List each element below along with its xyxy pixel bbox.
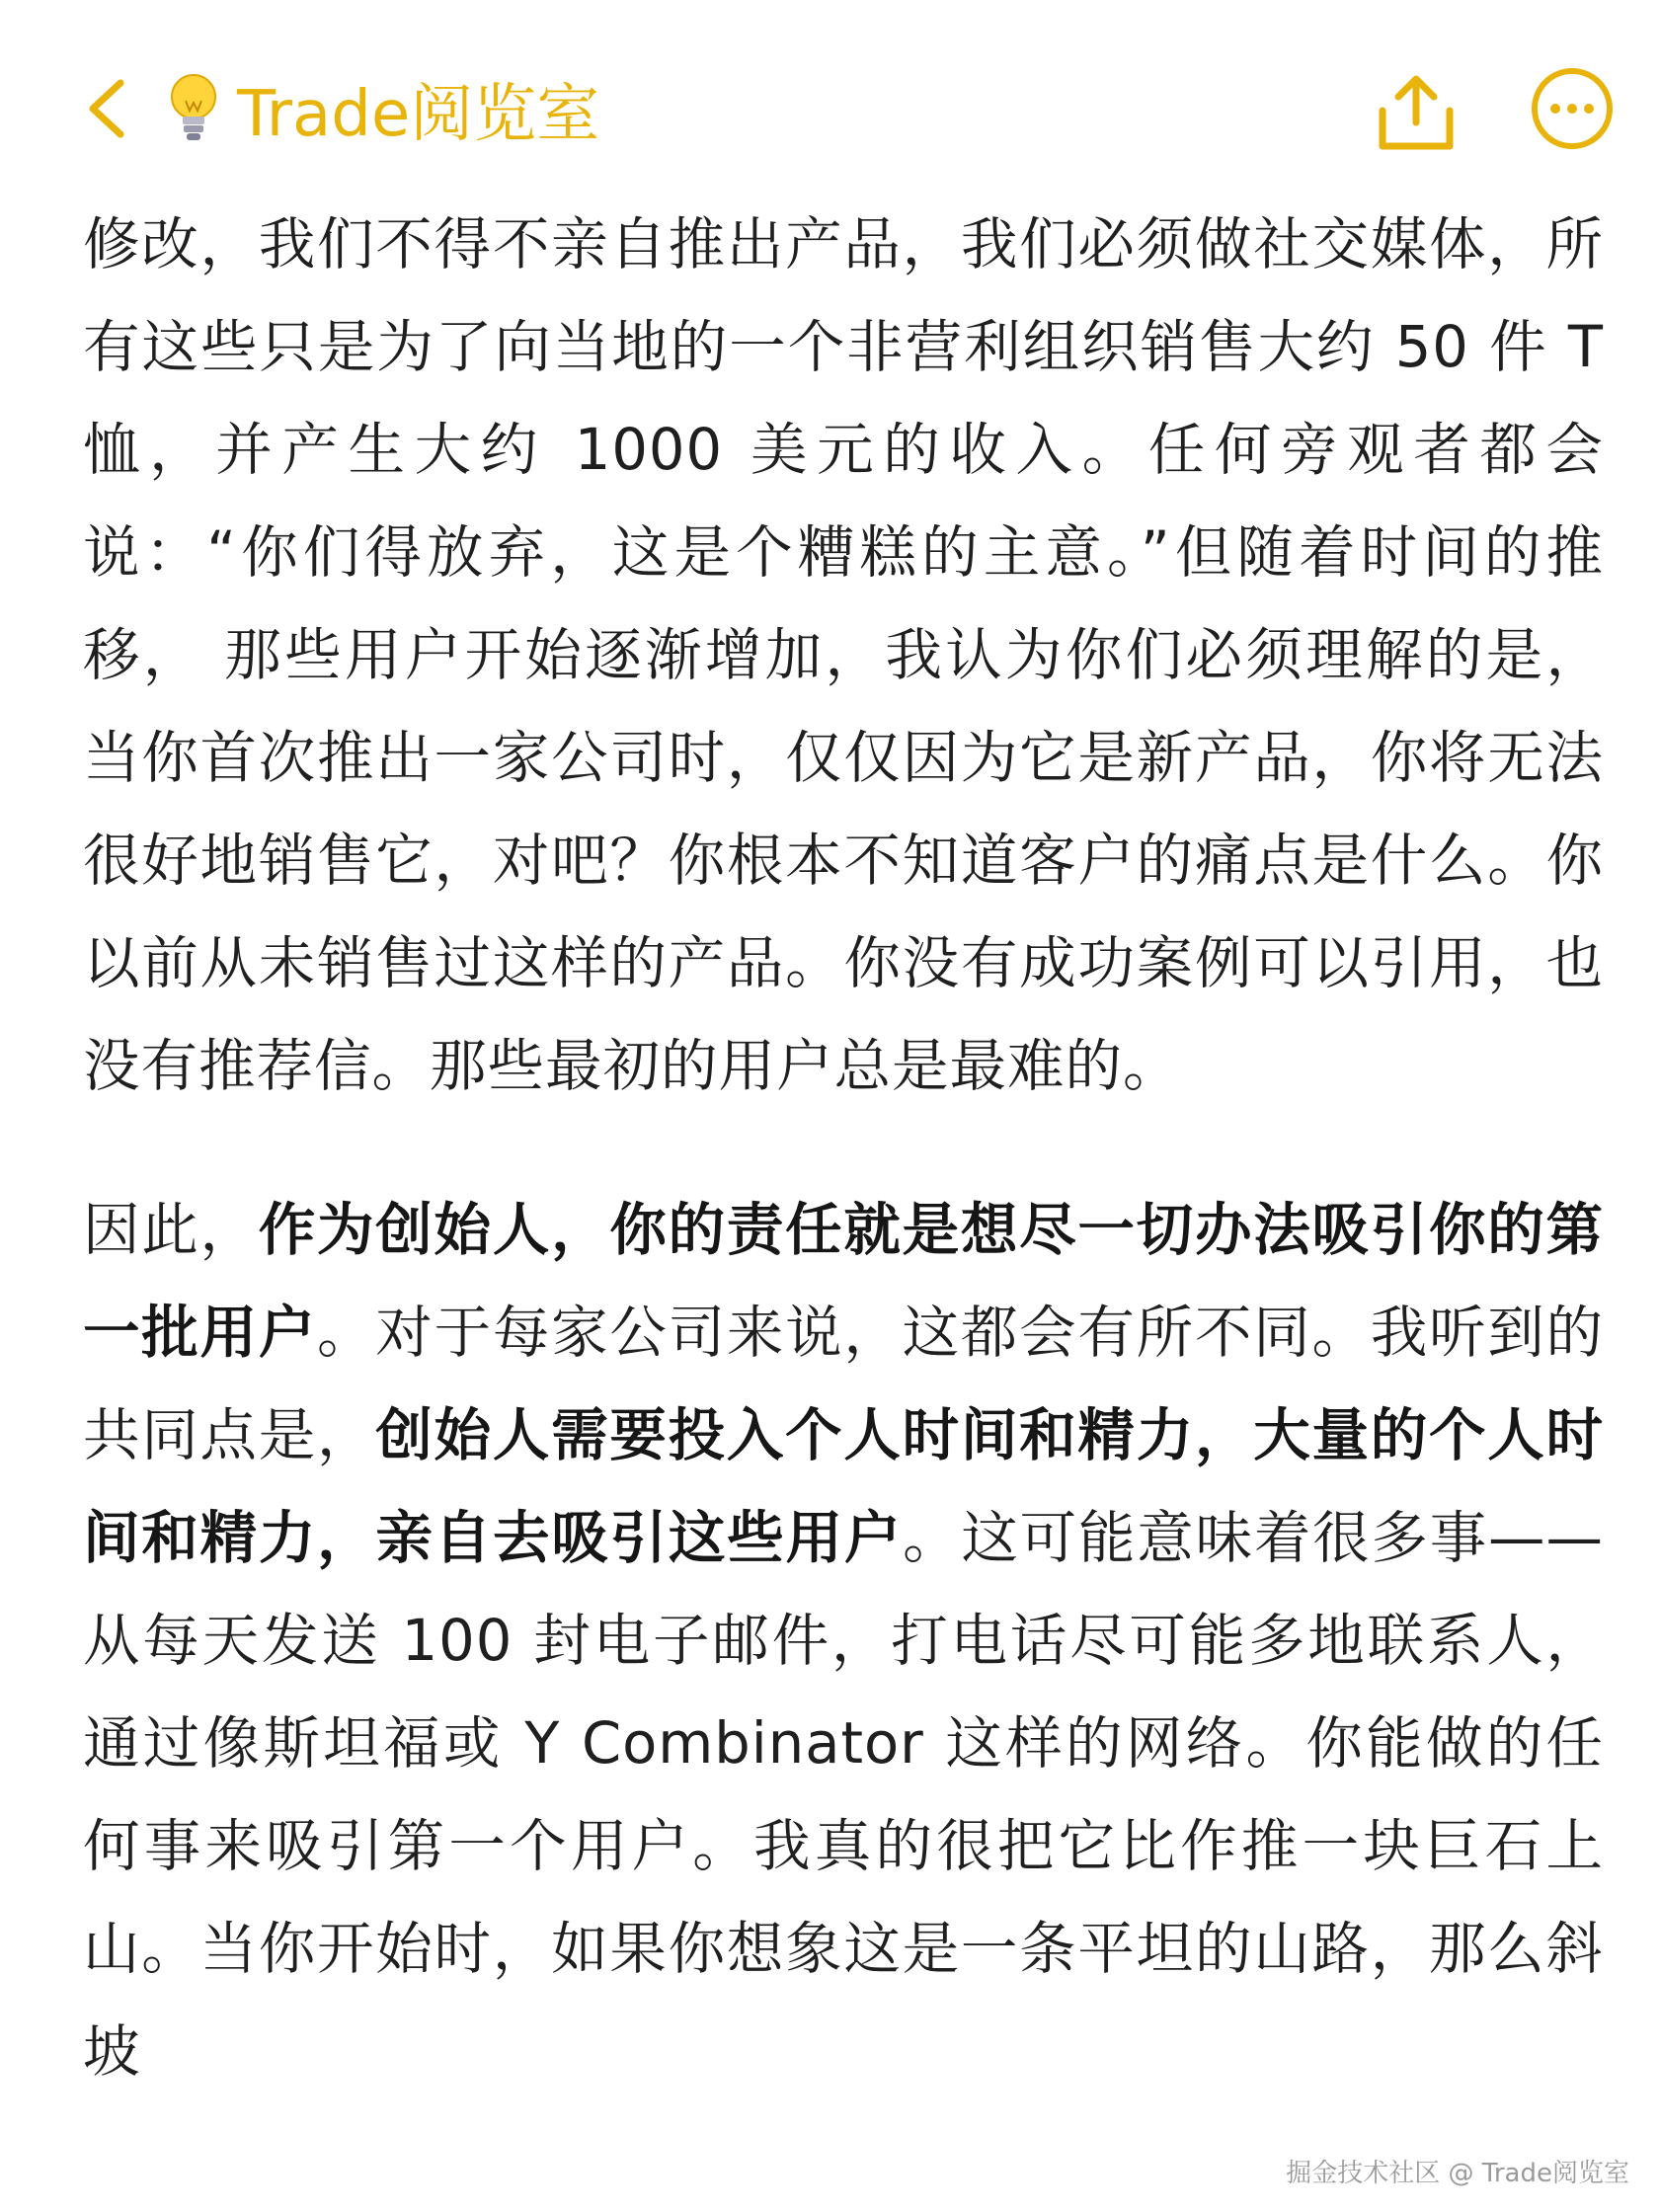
lightbulb-icon: [166, 71, 221, 146]
more-icon: [1529, 65, 1616, 152]
more-button[interactable]: [1529, 65, 1616, 152]
paragraph-1: 修改，我们不得不亲自推出产品，我们必须做社交媒体，所有这些只是为了向当地的一个非营利组织销售大约 50 件 T 恤，并产生大约 1000 美元的收入。任何旁观者都会说：“你们得放弃，这是个糟糕的主意。”但随着时间的推移， 那些用户开始逐渐增加，我认为你们必须理解的是，当你首次推出一家公司时，仅仅因为它是新产品，你将无法很好地销售它，对吧？你根本不知道客户的痛点是什么。你以前从未销售过这样的产品。你没有成功案例可以引用，也没有推荐信。那些最初的用户总是最难的。: [83, 211, 1604, 1099]
share-icon: [1375, 71, 1458, 154]
paragraph-2: [83, 1179, 1604, 2103]
paragraph-gap: [83, 1118, 1604, 1179]
article-body: [83, 194, 1604, 2103]
para2-text-1: 因此，: [83, 1197, 259, 1263]
back-button[interactable]: [77, 71, 136, 146]
top-bar: [0, 0, 1659, 198]
page-title: Trade阅览室: [237, 78, 600, 151]
share-button[interactable]: [1375, 71, 1458, 154]
para2-bold-2: 创始人需要投入个人时间和精力，大量的个人时间和精力，亲自去吸引这些用户: [83, 1402, 1605, 1571]
watermark: 掘金技术社区 @ Trade阅览室: [1286, 2159, 1629, 2188]
para2-text-3: 。这可能意味着很多事——从每天发送 100 封电子邮件，打电话尽可能多地联系人，通过像斯坦福或 Y Combinator 这样的网络。你能做的任何事来吸引第一个用户。我真的很把它比作推一块巨石上山。当你开始时，如果你想象这是一条平坦的山路，那么斜坡: [83, 1505, 1605, 2085]
chevron-left-icon: [85, 77, 128, 140]
title-group: [166, 67, 599, 150]
para2-text-2: 。对于每家公司来说，这都会有所不同。我听到的共同点是，: [83, 1300, 1605, 1468]
para2-bold-1: 作为创始人，你的责任就是想尽一切办法吸引你的第一批用户: [83, 1197, 1604, 1366]
